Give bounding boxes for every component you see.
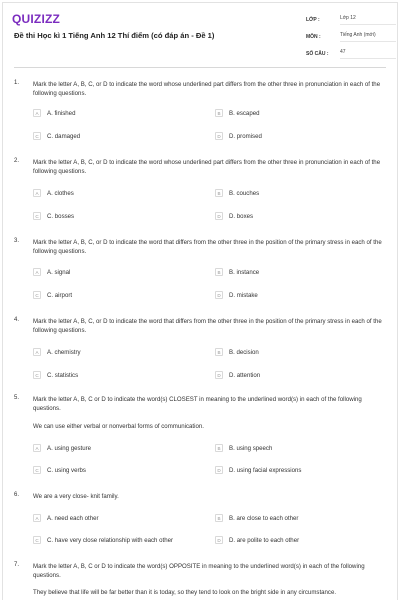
worksheet-title: Đề thi Học kì 1 Tiếng Anh 12 Thí điểm (có đáp án - Đề 1) — [14, 31, 215, 40]
option-letter-badge: B — [215, 109, 223, 117]
option-text: D. are polite to each other — [229, 536, 300, 544]
worksheet-meta — [306, 14, 396, 65]
question-text: Mark the letter A, B, C or D to indicate the word(s) CLOSEST in meaning to the underlined word(s) in each of the following questions. — [33, 396, 362, 413]
meta-count-value: 47 — [340, 49, 396, 59]
option-c[interactable] — [33, 211, 74, 221]
option-b[interactable] — [215, 513, 298, 523]
option-c[interactable] — [33, 370, 78, 380]
option-letter-badge: C — [33, 536, 41, 544]
option-c[interactable] — [33, 465, 86, 475]
option-text: A. using gesture — [47, 444, 92, 452]
option-text: B. decision — [229, 348, 259, 356]
option-text: A. finished — [47, 109, 76, 117]
option-letter-badge: D — [215, 371, 223, 379]
option-text: A. signal — [47, 268, 71, 276]
option-letter-badge: C — [33, 132, 41, 140]
quizizz-logo[interactable]: QUIZIZZ — [12, 12, 61, 26]
option-text: A. need each other — [47, 514, 99, 522]
meta-subject-value: Tiếng Anh (mới) — [340, 32, 396, 42]
option-a[interactable] — [33, 347, 81, 357]
option-text: B. using speech — [229, 444, 273, 452]
option-d[interactable] — [215, 465, 301, 475]
option-letter-badge: B — [215, 268, 223, 276]
option-text: C. have very close relationship with each other — [47, 536, 174, 544]
option-d[interactable] — [215, 290, 258, 300]
question-number: 3. — [14, 238, 20, 244]
option-letter-badge: C — [33, 212, 41, 220]
question-number: 7. — [14, 562, 20, 568]
option-text: D. mistake — [229, 291, 258, 299]
question-prompt-sentence: They believe that life will be far better than it is today, so they tend to look on the bright side in any circumstance. — [33, 589, 337, 596]
option-a[interactable] — [33, 188, 74, 198]
option-b[interactable] — [215, 108, 260, 118]
option-letter-badge: B — [215, 348, 223, 356]
option-text: D. using facial expressions — [229, 466, 302, 474]
question-text: Mark the letter A, B, C, or D to indicate the word whose underlined part differs from the other three in pronunciation in each of the following questions. — [33, 81, 381, 98]
option-letter-badge: C — [33, 371, 41, 379]
option-c[interactable] — [33, 535, 173, 545]
option-text: B. instance — [229, 268, 260, 276]
option-d[interactable] — [215, 211, 253, 221]
option-text: B. are close to each other — [229, 514, 299, 522]
option-text: B. escaped — [229, 109, 260, 117]
option-text: D. promised — [229, 132, 262, 140]
option-text: C. statistics — [47, 371, 79, 379]
question-number: 1. — [14, 80, 20, 86]
question-text: Mark the letter A, B, C or D to indicate the word(s) OPPOSITE in meaning to the underlined word(s) in each of the following questions. — [33, 563, 365, 580]
option-b[interactable] — [215, 443, 272, 453]
question-prompt-sentence: We can use either verbal or nonverbal forms of communication. — [33, 423, 204, 430]
option-text: A. clothes — [47, 189, 74, 197]
option-letter-badge: A — [33, 444, 41, 452]
option-text: B. couches — [229, 189, 260, 197]
option-text: D. attention — [229, 371, 261, 379]
meta-subject — [306, 31, 396, 42]
option-letter-badge: A — [33, 189, 41, 197]
option-text: D. boxes — [229, 212, 254, 220]
question-number: 5. — [14, 395, 20, 401]
meta-count-key: SỐ CÂU : — [306, 50, 329, 57]
option-letter-badge: D — [215, 291, 223, 299]
option-b[interactable] — [215, 347, 259, 357]
option-letter-badge: D — [215, 212, 223, 220]
meta-class-key: LỚP : — [306, 16, 320, 23]
question-text: We are a very close- knit family. — [33, 493, 119, 500]
option-a[interactable] — [33, 443, 91, 453]
option-text: C. using verbs — [47, 466, 86, 474]
option-d[interactable] — [215, 131, 262, 141]
meta-question-count — [306, 48, 396, 59]
option-letter-badge: C — [33, 291, 41, 299]
question-number: 4. — [14, 317, 20, 323]
option-letter-badge: B — [215, 444, 223, 452]
option-letter-badge: D — [215, 466, 223, 474]
option-d[interactable] — [215, 370, 260, 380]
option-a[interactable] — [33, 267, 70, 277]
option-c[interactable] — [33, 131, 80, 141]
option-b[interactable] — [215, 267, 259, 277]
option-letter-badge: B — [215, 514, 223, 522]
option-text: A. chemistry — [47, 348, 81, 356]
option-d[interactable] — [215, 535, 299, 545]
option-c[interactable] — [33, 290, 72, 300]
option-letter-badge: A — [33, 109, 41, 117]
option-letter-badge: A — [33, 268, 41, 276]
option-letter-badge: C — [33, 466, 41, 474]
option-letter-badge: D — [215, 132, 223, 140]
option-text: C. damaged — [47, 132, 81, 140]
option-text: C. bosses — [47, 212, 75, 220]
option-letter-badge: D — [215, 536, 223, 544]
option-a[interactable] — [33, 108, 75, 118]
header — [0, 0, 400, 64]
option-a[interactable] — [33, 513, 99, 523]
question-text: Mark the letter A, B, C, or D to indicate the word that differs from the other three in the position of the primary stress in each of the following questions. — [33, 239, 382, 256]
option-letter-badge: A — [33, 348, 41, 356]
option-text: C. airport — [47, 291, 73, 299]
option-letter-badge: B — [215, 189, 223, 197]
question-number: 2. — [14, 158, 20, 164]
meta-class-value: Lớp 12 — [340, 15, 396, 25]
option-b[interactable] — [215, 188, 259, 198]
header-divider — [14, 67, 386, 68]
question-text: Mark the letter A, B, C, or D to indicate the word that differs from the other three in the position of the primary stress in each of the following questions. — [33, 318, 382, 335]
meta-subject-key: MÔN : — [306, 33, 321, 40]
question-text: Mark the letter A, B, C, or D to indicate the word whose underlined part differs from the other three in pronunciation in each of the following questions. — [33, 159, 381, 176]
option-letter-badge: A — [33, 514, 41, 522]
question-number: 6. — [14, 492, 20, 498]
meta-class — [306, 14, 396, 25]
